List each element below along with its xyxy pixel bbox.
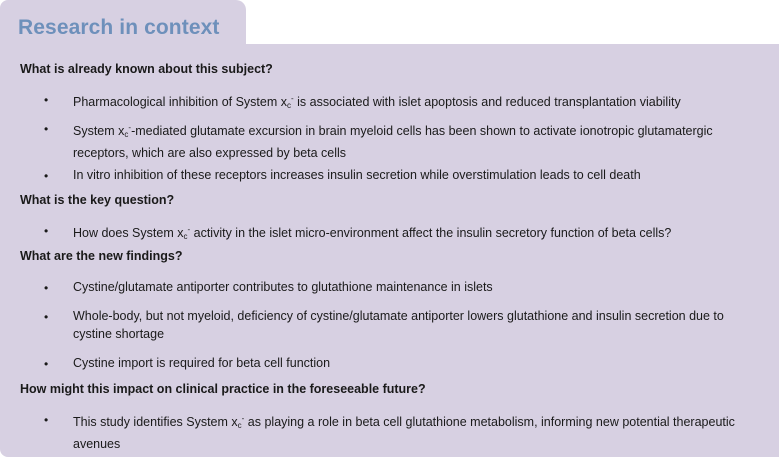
bullet-text: In vitro inhibition of these receptors increases insulin secretion while overstimulation leads to cell death: [73, 168, 641, 182]
research-in-context-tab: [0, 0, 246, 50]
bullet-text: Whole-body, but not myeloid, deficiency of cystine/glutamate antiporter lowers glutathione and insulin secretion due to cystine shortage: [73, 309, 724, 341]
bullet-dot: •: [44, 281, 49, 295]
bullet-dot: •: [44, 169, 49, 183]
bullet-dot: •: [44, 310, 49, 324]
bullet-dot: •: [44, 413, 49, 427]
bullet-dot: •: [44, 93, 49, 107]
bullet-text: How does System $x_c^-$ activity in the islet micro-environment affect the insulin secretory function of beta cells?: [73, 225, 672, 241]
bullet-text: Cystine/glutamate antiporter contributes to glutathione maintenance in islets: [73, 280, 493, 294]
box-title: Research in context: [18, 16, 220, 39]
section-heading-new-findings: What are the new findings?: [20, 249, 183, 263]
bullet-text: This study identifies System $x_c^-$ as playing a role in beta cell glutathione metabolism, informing new potential therapeutic avenues: [73, 414, 735, 451]
bullet-text: System $x_c^-$-mediated glutamate excursion in brain myeloid cells has been shown to activate ionotropic glutamatergic receptors, which are also expressed by beta cells: [73, 123, 713, 160]
bullet-dot: •: [44, 224, 49, 238]
section-heading-key-question: What is the key question?: [20, 193, 175, 207]
bullet-text: Pharmacological inhibition of System $x_c^-$ is associated with islet apoptosis and reduced transplantation viability: [73, 94, 681, 110]
section-heading-clinical-impact: How might this impact on clinical practice in the foreseeable future?: [20, 382, 426, 396]
bullet-dot: •: [44, 122, 49, 136]
bullet-text: Cystine import is required for beta cell function: [73, 356, 331, 370]
bullet-dot: •: [44, 357, 49, 371]
section-heading-known: What is already known about this subject?: [20, 62, 273, 76]
